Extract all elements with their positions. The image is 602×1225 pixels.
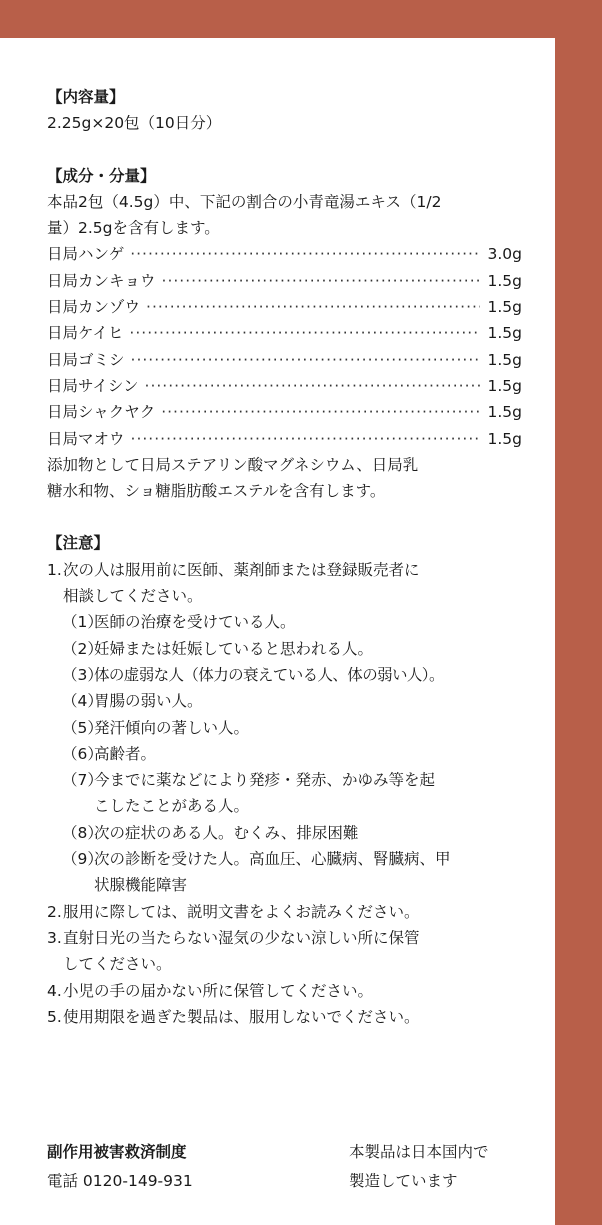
caution-subitem: [47, 820, 522, 846]
caution-heading: 【注意】: [47, 534, 110, 553]
subitem-text: 胃腸の弱い人。: [94, 692, 203, 711]
ingredient-amount: 1.5g: [487, 350, 522, 369]
dot-leader: [131, 426, 480, 452]
caution-item-4: [47, 978, 522, 1004]
subitem-line: 次の診断を受けた人。高血圧、心臓病、腎臓病、甲: [94, 850, 451, 869]
caution-item-2: [47, 899, 522, 925]
ingredient-row: [47, 426, 522, 452]
item-number: 1.: [47, 560, 62, 579]
ingredient-row: [47, 373, 522, 399]
ingredient-row: [47, 399, 522, 425]
ingredient-amount: 1.5g: [487, 324, 522, 343]
subitem-line: 状腺機能障害: [94, 876, 188, 895]
ingredient-row: [47, 241, 522, 267]
ingredient-name: 日局ケイヒ: [47, 324, 124, 343]
item-line: 次の人は服用前に医師、薬剤師または登録販売者に: [63, 560, 420, 579]
ingredient-row: [47, 268, 522, 294]
ingredient-name: 日局サイシン: [47, 376, 139, 395]
item-number: 3.: [47, 928, 62, 947]
ingredient-name: 日局ハンゲ: [47, 245, 125, 264]
top-color-band: [0, 0, 602, 38]
dot-leader: [146, 294, 480, 320]
caution-subitem: [47, 741, 522, 767]
made-in-japan-line1: 本製品は日本国内で: [349, 1143, 489, 1161]
subitem-number: （6）: [62, 744, 103, 763]
made-in-japan-line2: 製造しています: [349, 1172, 458, 1190]
item-text: 小児の手の届かない所に保管してください。: [63, 981, 374, 1000]
ingredient-row: [47, 320, 522, 346]
dot-leader: [162, 268, 480, 294]
ingredient-row: [47, 294, 522, 320]
subitem-number: （5）: [62, 718, 103, 737]
item-text: 使用期限を過ぎた製品は、服用しないでください。: [63, 1007, 420, 1026]
item-number: 4.: [47, 981, 62, 1000]
ingredients-intro-line2: 量）2.5gを含有します。: [47, 219, 220, 238]
ingredient-name: 日局ゴミシ: [47, 350, 125, 369]
right-color-band: [555, 0, 602, 1225]
dot-leader: [161, 399, 480, 425]
dot-leader: [145, 373, 480, 399]
ingredient-amount: 3.0g: [487, 245, 522, 264]
section-gap: [47, 137, 522, 163]
subitem-text: 体の虚弱な人（体力の衰えている人、体の弱い人）。: [94, 665, 444, 684]
item-text: [63, 557, 522, 610]
subitem-text: 発汗傾向の著しい人。: [94, 718, 250, 737]
subitem-number: （4）: [62, 692, 103, 711]
item-line: してください。: [63, 955, 172, 974]
caution-item-5: [47, 1004, 522, 1030]
subitem-text: 妊婦または妊娠していると思われる人。: [94, 639, 374, 658]
subitem-text: 高齢者。: [94, 744, 157, 763]
caution-subitem: [47, 846, 522, 899]
caution-subitem: [47, 609, 522, 635]
ingredient-amount: 1.5g: [487, 376, 522, 395]
subitem-number: （1）: [62, 613, 103, 632]
ingredient-amount: 1.5g: [487, 429, 522, 448]
ingredient-name: 日局カンゾウ: [47, 298, 141, 317]
relief-system-block: [47, 1138, 193, 1196]
item-line: 直射日光の当たらない湿気の少ない涼しい所に保管: [63, 928, 420, 947]
content-heading: 【内容量】: [47, 88, 125, 106]
subitem-number: （3）: [62, 665, 103, 684]
caution-item-1: [47, 557, 522, 610]
item-line: 相談してください。: [63, 587, 203, 606]
caution-subitem: [47, 662, 522, 688]
dot-leader: [131, 347, 480, 373]
dot-leader: [130, 241, 480, 267]
caution-subitem: [47, 767, 522, 820]
section-gap: [47, 504, 522, 530]
ingredients-intro-line1: 本品2包（4.5g）中、下記の割合の小青竜湯エキス（1/2: [47, 192, 442, 211]
item-number: 5.: [47, 1007, 62, 1026]
subitem-number: （8）: [62, 823, 103, 842]
additive-line2: 糖水和物、ショ糖脂肪酸エステルを含有します。: [47, 482, 386, 501]
item-text: 服用に際しては、説明文書をよくお読みください。: [63, 902, 420, 921]
ingredient-amount: 1.5g: [487, 403, 522, 422]
subitem-text: 次の症状のある人。むくみ、排尿困難: [94, 823, 359, 842]
caution-item-3: [47, 925, 522, 978]
ingredient-row: [47, 347, 522, 373]
subitem-text: [94, 846, 522, 899]
made-in-japan-block: [349, 1138, 489, 1196]
additive-line1: 添加物として日局ステアリン酸マグネシウム、日局乳: [47, 455, 419, 474]
label-content: [47, 84, 522, 1030]
ingredient-amount: 1.5g: [487, 271, 522, 290]
subitem-number: （2）: [62, 639, 103, 658]
ingredient-name: 日局シャクヤク: [47, 403, 156, 422]
caution-subitem: [47, 636, 522, 662]
relief-system-title: 副作用被害救済制度: [47, 1143, 187, 1161]
subitem-text: 医師の治療を受けている人。: [94, 613, 296, 632]
ingredients-heading: 【成分・分量】: [47, 166, 156, 185]
item-text: [63, 925, 522, 978]
content-amount: 2.25g×20包（10日分）: [47, 114, 222, 133]
relief-system-phone: 電話 0120-149-931: [47, 1172, 193, 1190]
ingredient-name: 日局マオウ: [47, 429, 125, 448]
subitem-text: [94, 767, 522, 820]
caution-subitem: [47, 715, 522, 741]
subitem-line: こしたことがある人。: [94, 797, 250, 816]
subitem-number: （9）: [62, 850, 103, 869]
ingredient-amount: 1.5g: [487, 298, 522, 317]
dot-leader: [129, 320, 480, 346]
caution-subitem: [47, 688, 522, 714]
ingredient-name: 日局カンキョウ: [47, 271, 156, 290]
subitem-line: 今までに薬などにより発疹・発赤、かゆみ等を起: [94, 771, 436, 790]
item-number: 2.: [47, 902, 62, 921]
subitem-number: （7）: [62, 771, 103, 790]
